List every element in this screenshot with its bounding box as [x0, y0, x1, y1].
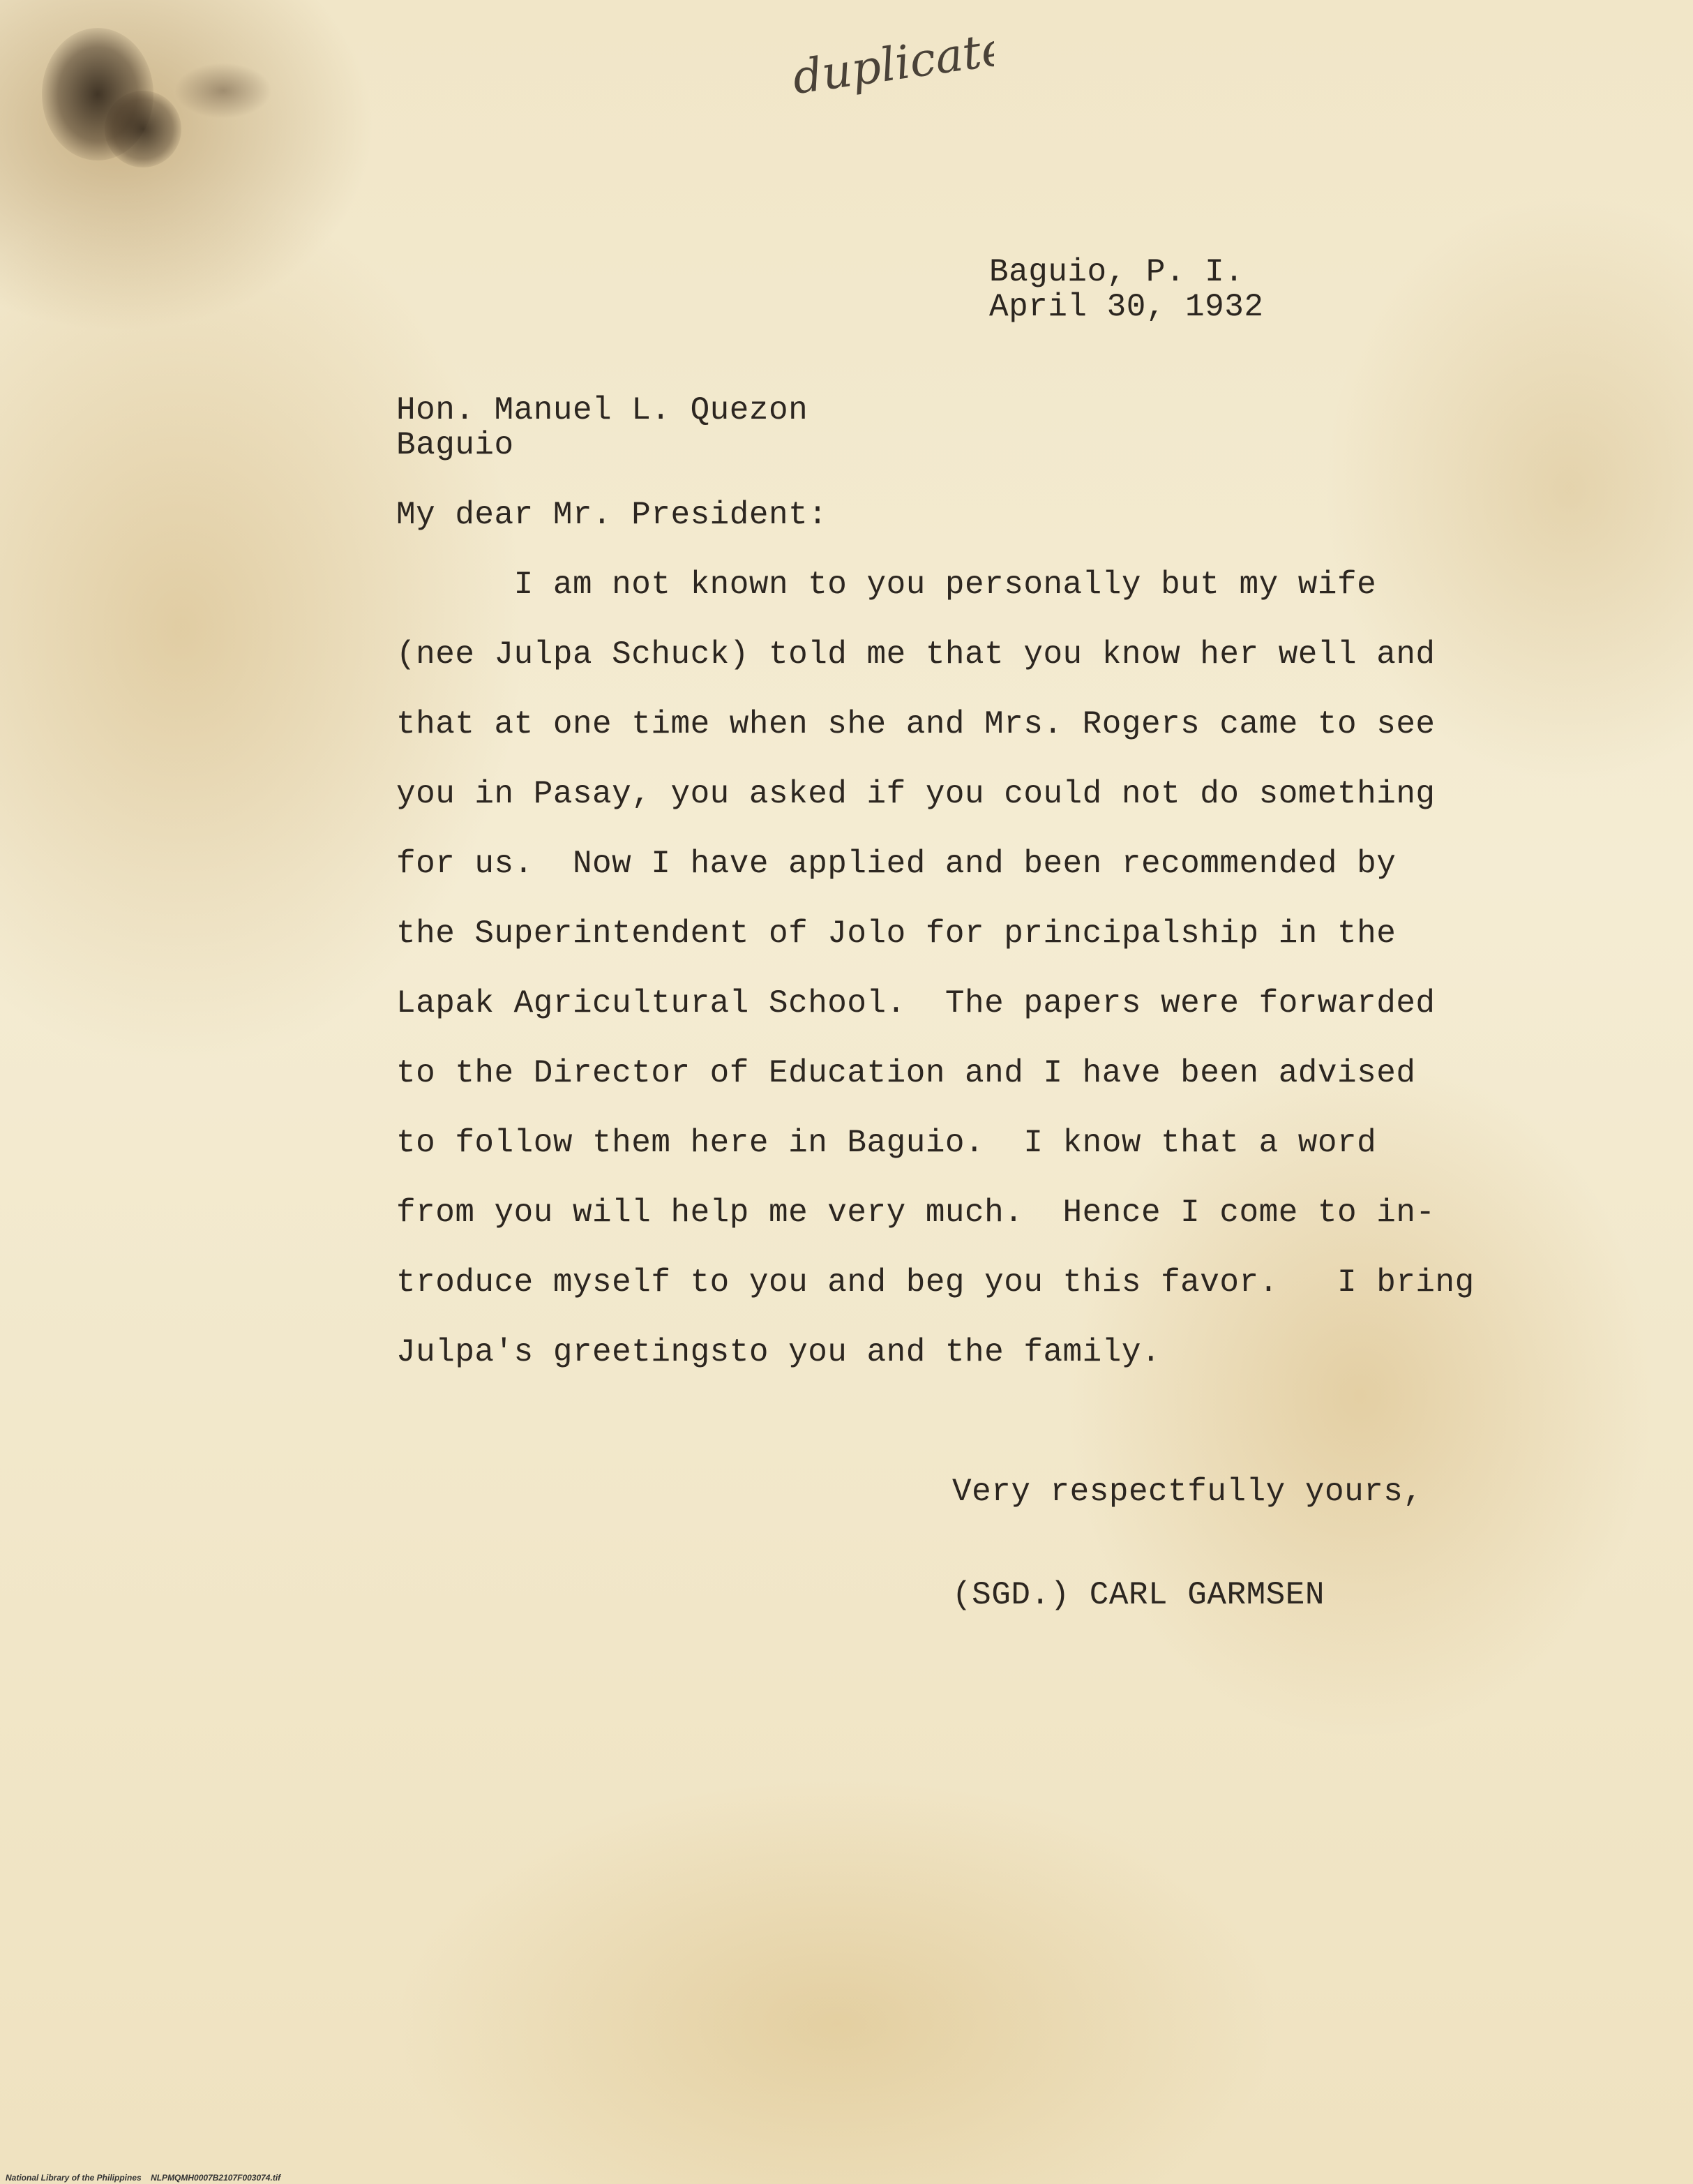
body-line: troduce myself to you and beg you this favor. I bring: [396, 1264, 1475, 1301]
letter-place: Baguio, P. I.: [989, 254, 1244, 290]
recipient-city: Baguio: [396, 427, 514, 463]
body-line: I am not known to you personally but my wife: [396, 567, 1377, 603]
body-line: from you will help me very much. Hence I come to in-: [396, 1195, 1436, 1231]
signature: (SGD.) CARL GARMSEN: [952, 1577, 1325, 1613]
body-line: to the Director of Education and I have been advised: [396, 1055, 1416, 1091]
body-line: Julpa's greetingsto you and the family.: [396, 1334, 1161, 1370]
body-line: the Superintendent of Jolo for principalship in the: [396, 915, 1397, 952]
body-line: (nee Julpa Schuck) told me that you know her well and: [396, 636, 1436, 673]
ink-stain: [105, 91, 181, 167]
body-line: for us. Now I have applied and been recommended by: [396, 846, 1397, 882]
closing: Very respectfully yours,: [952, 1474, 1423, 1510]
ink-stain: [174, 63, 272, 119]
salutation: My dear Mr. President:: [396, 497, 828, 533]
body-line: to follow them here in Baguio. I know that a word: [396, 1125, 1377, 1161]
body-line: you in Pasay, you asked if you could not do something: [396, 776, 1436, 812]
body-line: that at one time when she and Mrs. Rogers came to see: [396, 706, 1436, 742]
footer-code: NLPMQMH0007B2107F003074.tif: [151, 2173, 281, 2183]
handwritten-note-text: duplicate: [789, 21, 994, 105]
letter-date: April 30, 1932: [989, 289, 1264, 325]
recipient-name: Hon. Manuel L. Quezon: [396, 392, 808, 428]
footer-label: National Library of the Philippines: [6, 2173, 142, 2183]
archive-footer: [6, 2173, 280, 2183]
handwritten-duplicate-note: [785, 14, 994, 112]
body-line: Lapak Agricultural School. The papers were forwarded: [396, 985, 1436, 1022]
